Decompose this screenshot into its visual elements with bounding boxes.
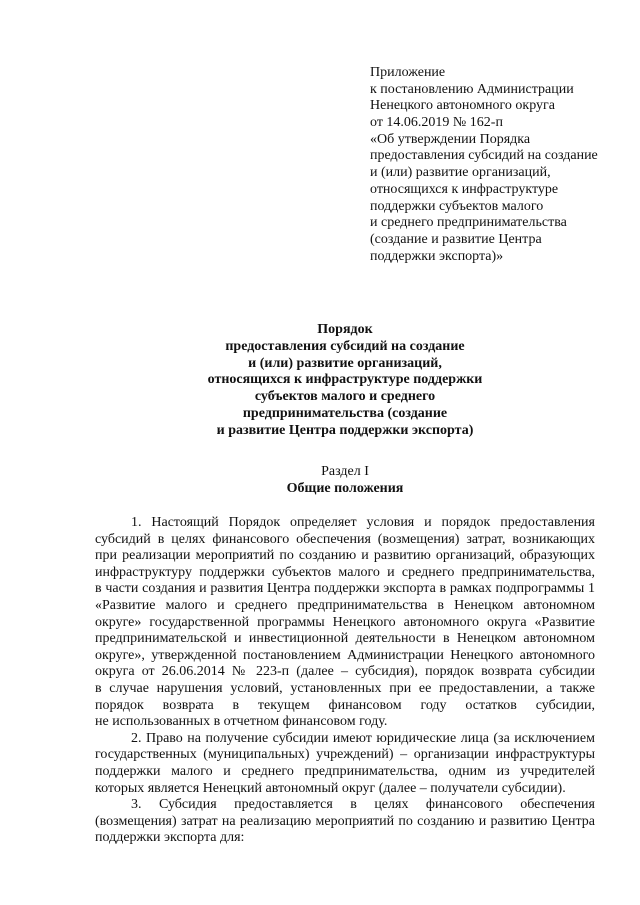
title-line: субъектов малого и среднего — [254, 389, 436, 405]
annex-line: поддержки экспорта)» — [370, 248, 504, 264]
title-line: относящихся к инфраструктуре поддержки — [207, 372, 483, 388]
annex-line: Ненецкого автономного округа — [370, 98, 555, 114]
paragraph-1-line: 1. Настоящий Порядок определяет условия и порядок предоставления — [131, 515, 595, 530]
title-line: Порядок — [317, 322, 373, 337]
paragraph-1-line: при реализации мероприятий по созданию и развитию организаций, образующих — [95, 548, 595, 564]
title-line: предпринимательства (создание — [242, 405, 448, 421]
paragraph-1-line: в случае нарушения условий, установленных при ее предоставлении, а также — [95, 680, 595, 696]
annex-line: поддержки субъектов малого — [370, 198, 544, 214]
paragraph-1-line: предпринимательской и инвестиционной деятельности в Ненецком автономном — [95, 631, 595, 647]
paragraph-1-line: не использованных в отчетном финансовом году. — [95, 714, 388, 730]
paragraph-1-line: округе» государственной программы Ненецкого автономного округа «Развитие — [95, 614, 595, 630]
section-heading — [110, 464, 580, 497]
paragraph-1-line: порядок возврата в текущем финансовом году остатков субсидии, — [95, 697, 595, 713]
document-title — [110, 322, 580, 440]
paragraph-3-line: 3. Субсидия предоставляется в целях финансового обеспечения — [131, 797, 595, 813]
annex-line: от 14.06.2019 № 162-п — [370, 115, 503, 131]
annex-line: Приложение — [370, 65, 446, 80]
paragraph-1-line: субсидий в целях финансового обеспечения (возмещения) затрат, возникающих — [95, 531, 595, 547]
section-number: Раздел I — [321, 464, 369, 479]
paragraph-1-line: «Развитие малого и среднего предпринимательства в Ненецком автономном — [95, 597, 595, 613]
document-body — [95, 515, 595, 847]
paragraph-1-line: в части создания и развития Центра поддержки экспорта в рамках подпрограммы 1 — [95, 581, 595, 597]
annex-line: предоставления субсидий на создание — [370, 148, 598, 164]
paragraph-2-line: государственных (муниципальных) учреждений) – организации инфраструктуры — [95, 747, 595, 763]
section-name: Общие положения — [286, 480, 404, 496]
paragraph-2-line: 2. Право на получение субсидии имеют юридические лица (за исключением — [131, 730, 595, 746]
paragraph-3-line: поддержки экспорта для: — [95, 830, 245, 846]
annex-line: и (или) развитие организаций, — [370, 165, 551, 181]
paragraph-1-line: инфраструктуру поддержки субъектов малого и среднего предпринимательства, — [95, 564, 595, 580]
paragraph-1-line: округа от 26.06.2014 № 223-п (далее – субсидия), порядок возврата субсидии — [95, 664, 595, 680]
title-line: предоставления субсидий на создание — [225, 338, 465, 354]
annex-line: «Об утверждении Порядка — [370, 131, 531, 147]
annex-header — [370, 65, 620, 265]
annex-line: к постановлению Администрации — [370, 81, 574, 97]
annex-line: и среднего предпринимательства — [370, 215, 567, 231]
annex-line: относящихся к инфраструктуре — [370, 181, 559, 197]
paragraph-2-line: поддержки малого и среднего предпринимательства, одним из учредителей — [95, 763, 595, 779]
title-line: и (или) развитие организаций, — [248, 355, 442, 371]
paragraph-1-line: округе», утвержденной постановлением Администрации Ненецкого автономного — [95, 647, 595, 663]
paragraph-2-line: которых является Ненецкий автономный округ (далее – получатели субсидии). — [95, 780, 566, 796]
annex-line: (создание и развитие Центра — [370, 231, 542, 247]
paragraph-3-line: (возмещения) затрат на реализацию мероприятий по созданию и развитию Центра — [95, 813, 595, 829]
title-line: и развитие Центра поддержки экспорта) — [216, 422, 474, 438]
